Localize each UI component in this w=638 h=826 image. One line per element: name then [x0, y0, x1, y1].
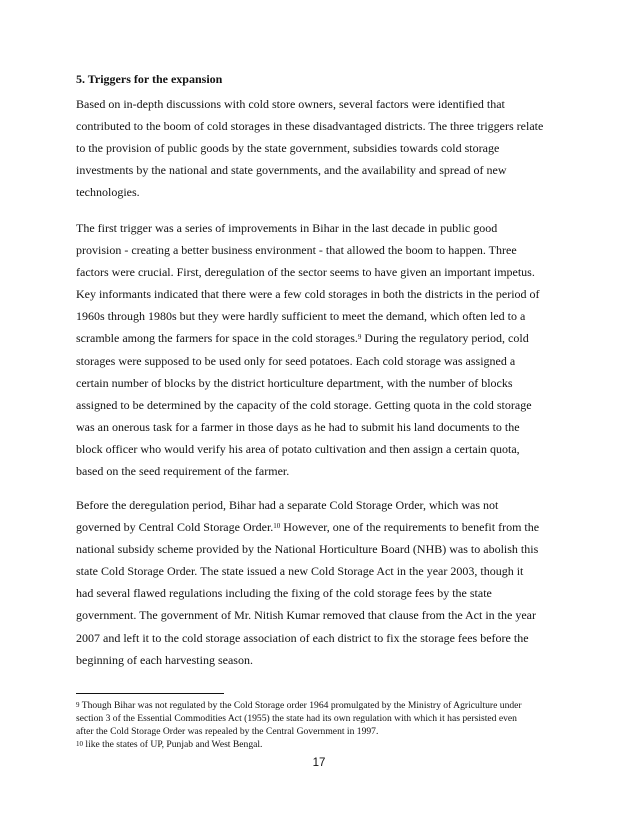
- text-segment: scramble among the farmers for space in the cold storages.: [76, 331, 358, 346]
- paragraph-2: [76, 217, 566, 482]
- section-heading: 5. Triggers for the expansion: [76, 72, 223, 86]
- text-line: storages were supposed to be used only for seed potatoes. Each cold storage was assigned a: [76, 353, 516, 368]
- text-line: 1960s through 1980s but they were hardly sufficient to meet the demand, which often led to a: [76, 309, 526, 324]
- text-line: [76, 327, 566, 349]
- footnote-line: [76, 700, 576, 713]
- text-line: based on the seed requirement of the farmer.: [76, 464, 290, 479]
- text-line: The first trigger was a series of improvements in Bihar in the last decade in public good: [76, 221, 498, 235]
- footnote-10: [76, 739, 576, 752]
- footnote-marker: 9: [76, 701, 80, 709]
- text-line: national subsidy scheme provided by the National Horticulture Board (NHB) was to abolish this: [76, 542, 539, 557]
- text-segment: governed by Central Cold Storage Order.: [76, 520, 274, 535]
- text-line: had several flawed regulations including the fixing of the cold storage fees by the state: [76, 586, 492, 601]
- text-line: Before the deregulation period, Bihar had a separate Cold Storage Order, which was not: [76, 498, 499, 512]
- text-line: 2007 and left it to the cold storage association of each district to fix the storage fees before the: [76, 630, 529, 645]
- text-segment: During the regulatory period, cold: [361, 331, 529, 346]
- text-line: block officer who would verify his area of potato cultivation and then assign a certain quota,: [76, 441, 520, 456]
- footnote-ref-9[interactable]: 9: [357, 333, 362, 342]
- text-line: certain number of blocks by the district horticulture department, with the number of blocks: [76, 375, 513, 390]
- text-segment: However, one of the requirements to benefit from the: [280, 520, 540, 535]
- footnote-line: section 3 of the Essential Commodities Act (1955) the state had its own regulation with which it has persisted even: [76, 712, 517, 724]
- text-line: provision - creating a better business environment - that allowed the boom to happen. Three: [76, 243, 517, 258]
- text-line: factors were crucial. First, deregulation of the sector seems to have given an important impetus.: [76, 265, 535, 280]
- paragraph-1: [76, 93, 566, 203]
- page-number: 17: [312, 757, 326, 769]
- footnote-ref-10[interactable]: 10: [273, 522, 281, 531]
- footnote-divider: [76, 693, 224, 694]
- text-line: assigned to be determined by the capacity of the cold storage. Getting quota in the cold storage: [76, 397, 532, 412]
- footnote-9: [76, 700, 576, 738]
- text-line: government. The government of Mr. Nitish Kumar removed that clause from the Act in the year: [76, 608, 536, 623]
- footnote-line: [76, 739, 576, 752]
- footnote-line: after the Cold Storage Order was repealed by the Central Government in 1997.: [76, 725, 379, 737]
- text-line: [76, 516, 566, 538]
- text-segment: Though Bihar was not regulated by the Cold Storage order 1964 promulgated by the Ministry of Agriculture under: [79, 700, 522, 711]
- text-line: Key informants indicated that there were a few cold storages in both the districts in the period of: [76, 287, 540, 302]
- paragraph-3: [76, 494, 566, 671]
- text-line: investments by the national and state governments, and the availability and spread of new: [76, 163, 507, 178]
- text-segment: like the states of UP, Punjab and West Bengal.: [83, 739, 263, 750]
- text-line: was an onerous task for a farmer in those days as he had to submit his land documents to the: [76, 419, 520, 434]
- footnote-marker: 10: [76, 740, 83, 748]
- text-line: state Cold Storage Order. The state issued a new Cold Storage Act in the year 2003, though it: [76, 564, 524, 579]
- text-line: contributed to the boom of cold storages in these disadvantaged districts. The three triggers relate: [76, 119, 544, 134]
- text-line: to the provision of public goods by the state government, subsidies towards cold storage: [76, 141, 500, 156]
- text-line: beginning of each harvesting season.: [76, 652, 253, 667]
- text-line: Based on in-depth discussions with cold store owners, several factors were identified that: [76, 97, 505, 111]
- text-line: technologies.: [76, 185, 140, 200]
